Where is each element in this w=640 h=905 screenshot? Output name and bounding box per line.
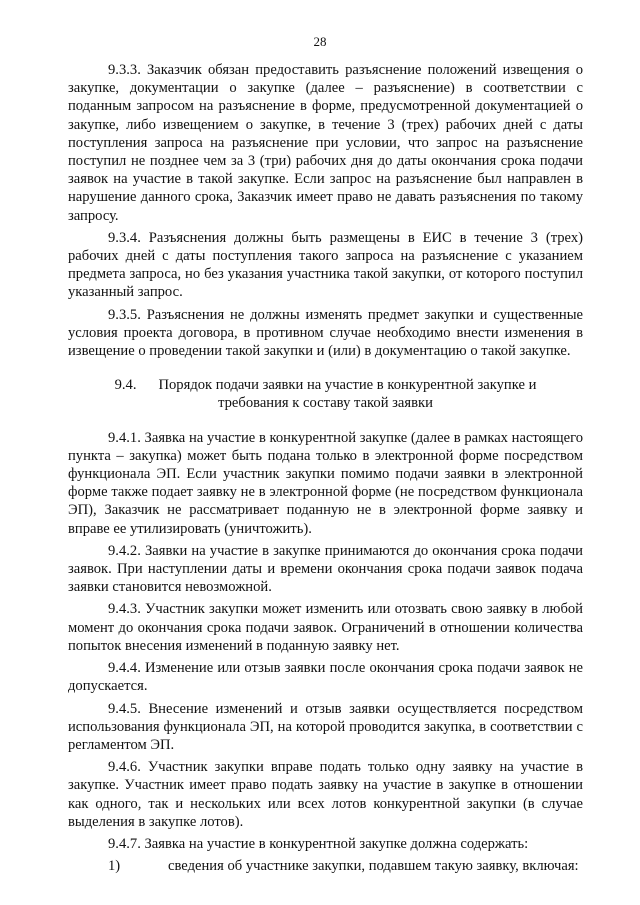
paragraph-text: Внесение изменений и отзыв заявки осуществляется посредством использования функционала ЭП, на которой проводится закупка, в соответствии с регламентом ЭП. [68, 700, 583, 753]
paragraph-9-4-5 [68, 700, 583, 755]
paragraph-9-4-3 [68, 600, 583, 655]
paragraph-9-3-3 [68, 61, 583, 225]
list-item-number: 1) [108, 858, 121, 875]
page-number: 28 [313, 34, 327, 49]
paragraph-text: Заказчик обязан предоставить разъяснение положений извещения о закупке, документации о закупке (далее – разъяснение) в соответствии с поданным запросом на разъяснение в форме, предусмотренной документацией о закупке, либо извещением о закупке, в течение 3 (трех) рабочих дней с даты поступления запроса на разъяснение при условии, что запрос на разъяснение поступил не позднее чем за 3 (три) рабочих дня до даты окончания срока подачи заявок на участие в такой закупке. Если запрос на разъяснение был направлен в нарушение данного срока, Заказчик имеет право не давать разъяснения по такому запросу. [68, 62, 584, 224]
paragraph-text: Изменение или отзыв заявки после окончания срока подачи заявок не допускается. [68, 660, 584, 695]
paragraph-9-4-6 [68, 758, 583, 831]
section-title: Порядок подачи заявки на участие в конкурентной закупке и требования к составу такой заявки [158, 377, 537, 412]
paragraph-text: Участник закупки вправе подать только одну заявку на участие в закупке. Участник имеет право подать заявку на участие в закупке в отношении как одного, так и нескольких или всех лотов конкурентной закупки (в случае выделения в закупке лотов). [68, 759, 583, 830]
paragraph-number: 9.4.1. [108, 429, 141, 446]
list-item-text: сведения об участнике закупки, подавшем такую заявку, включая: [168, 858, 579, 875]
paragraph-number: 9.4.7. [108, 835, 141, 852]
paragraph-9-3-5 [68, 306, 583, 361]
paragraph-9-4-1 [68, 429, 583, 538]
paragraph-text: Разъяснения не должны изменять предмет закупки и существенные условия проекта договора, в противном случае необходимо внести изменения в извещение о проведении такой закупки и (или) в документацию о такой закупке. [68, 306, 583, 360]
paragraph-9-4-7 [68, 835, 583, 853]
paragraph-text: Заявка на участие в конкурентной закупке (далее в рамках настоящего пункта – закупка) может быть подана только в электронной форме посредством функционала ЭП. Если участник закупки помимо подачи заявки в электронной форме также подает заявку не в электронной форме (не посредством функционала ЭП), Заказчик не рассматривает поданную не в электронной форме заявку и вправе ее утилизировать (уничтожить). [68, 429, 583, 537]
paragraph-text: Разъяснения должны быть размещены в ЕИС в течение 3 (трех) рабочих дней с даты поступления такого запроса на разъяснение с указанием предмета запроса, но без указания участника такой закупки, от которого поступил указанный запрос. [68, 229, 583, 301]
paragraph-number: 9.4.4. [108, 660, 141, 677]
paragraph-9-4-4 [68, 659, 583, 695]
paragraph-number: 9.4.5. [108, 700, 141, 717]
paragraph-number: 9.3.5. [108, 306, 141, 323]
paragraph-text: Участник закупки может изменить или отозвать свою заявку в любой момент до окончания срока подачи заявок. Ограничений в отношении количества попыток внесения изменений в поданную заявку нет. [68, 601, 583, 654]
list-item [68, 857, 583, 875]
paragraph-text: Заявки на участие в закупке принимаются до окончания срока подачи заявок. При наступлении даты и времени окончания срока подачи заявок подача заявки становится невозможной. [68, 542, 583, 596]
paragraph-text: Заявка на участие в конкурентной закупке должна содержать: [144, 835, 529, 852]
section-heading-9-4 [68, 376, 583, 412]
paragraph-number: 9.4.3. [108, 601, 141, 618]
paragraph-9-4-2 [68, 542, 583, 597]
paragraph-number: 9.3.3. [108, 62, 141, 78]
paragraph-number: 9.4.2. [108, 542, 141, 559]
paragraph-9-3-4 [68, 229, 583, 302]
document-body [68, 61, 583, 875]
paragraph-number: 9.3.4. [108, 229, 141, 246]
section-number: 9.4. [114, 377, 137, 394]
paragraph-number: 9.4.6. [108, 759, 141, 776]
